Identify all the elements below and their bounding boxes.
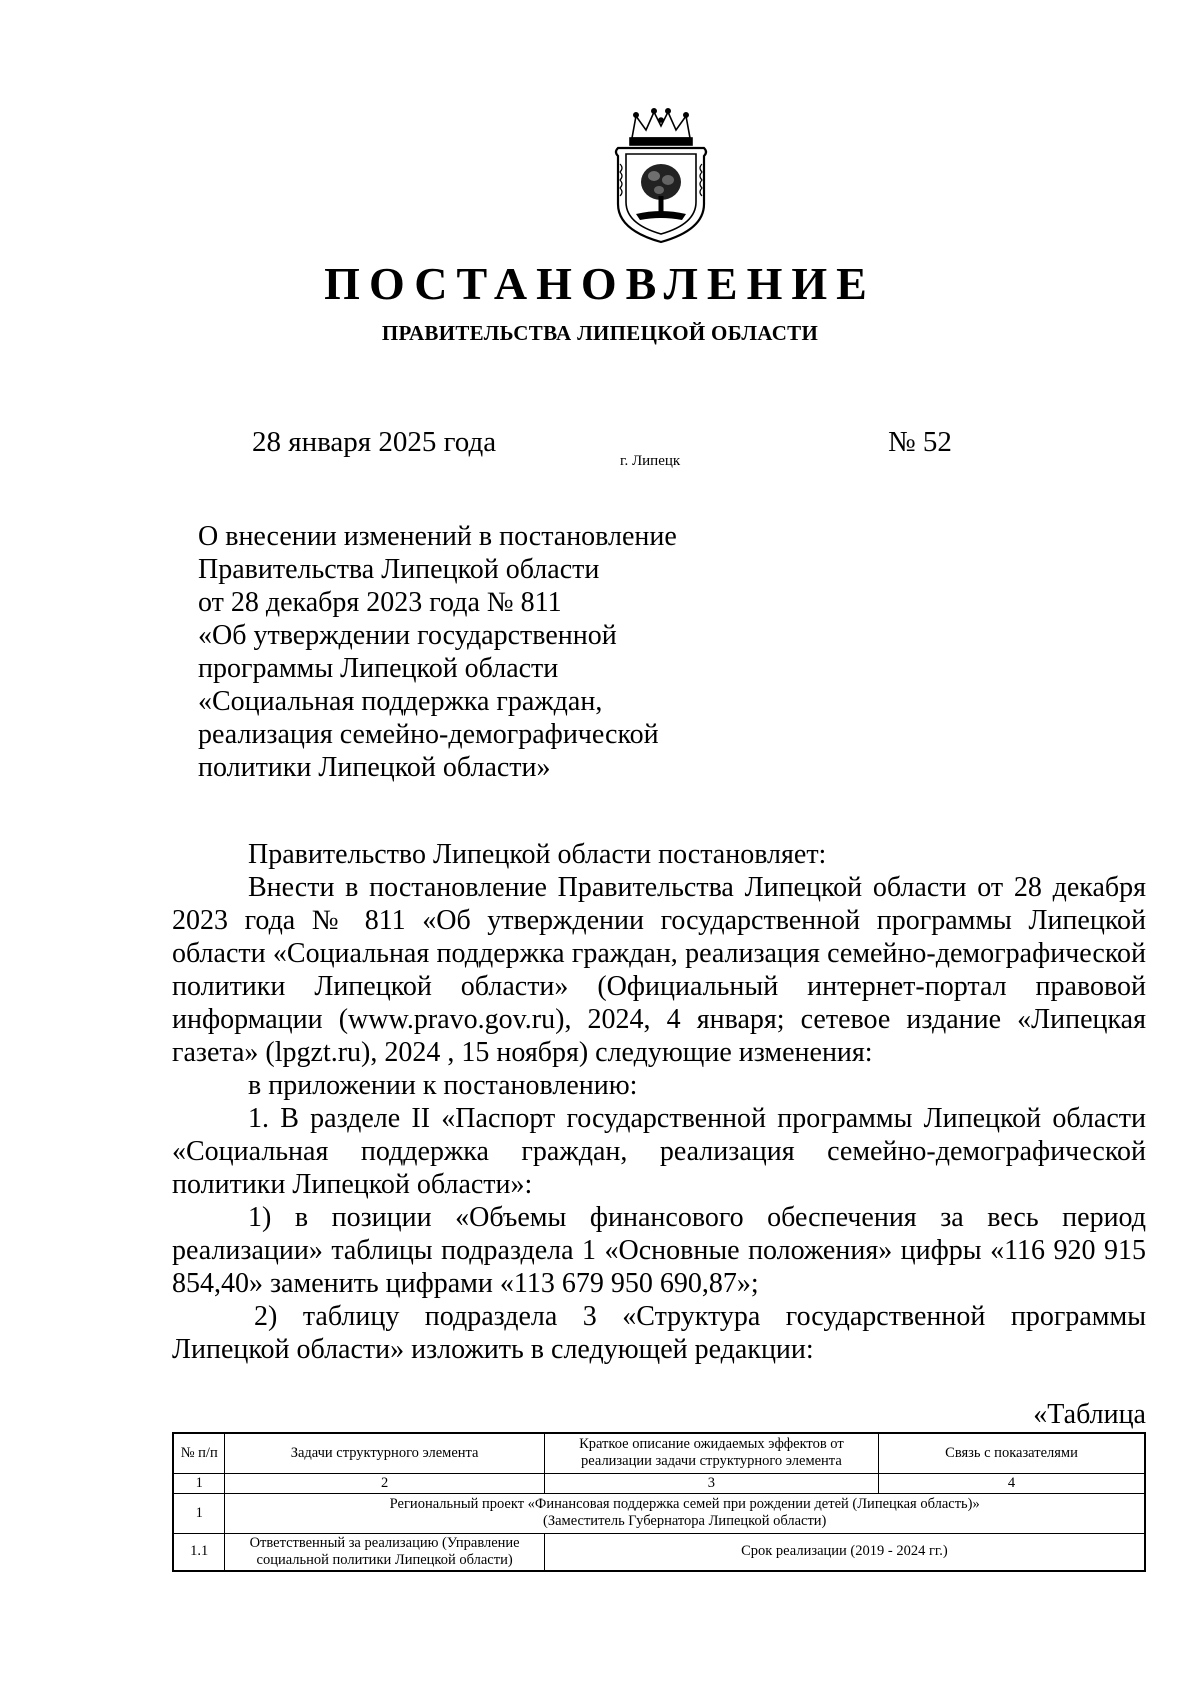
table-caption: «Таблица xyxy=(1033,1399,1146,1430)
document-city: г. Липецк xyxy=(620,453,681,469)
subject-line: политики Липецкой области» xyxy=(198,752,551,783)
table-row xyxy=(173,1533,1145,1571)
body-paragraph: 2) таблицу подраздела 3 «Структура государственной программы Липецкой области» изложить в следующей редакции: xyxy=(172,1301,1146,1365)
body-paragraph: Внести в постановление Правительства Липецкой области от 28 декабря 2023 года № 811 «Об утверждении государственной программы Липецкой области «Социальная поддержка граждан, реализация семейно-демографической политики Липецкой области» (Официальный интернет-портал правовой информации (www.pravo.gov.ru), 2024, 4 января; сетевое издание «Липецкая газета» (lpgzt.ru), 2024 , 15 ноября) следующие изменения: xyxy=(172,872,1146,1068)
coat-of-arms-icon xyxy=(612,108,710,244)
project-curator: (Заместитель Губернатора Липецкой области) xyxy=(543,1513,827,1529)
column-number: 1 xyxy=(173,1473,225,1493)
body-paragraph: в приложении к постановлению: xyxy=(248,1070,638,1101)
subject-line: О внесении изменений в постановление xyxy=(198,521,677,552)
subject-line: Правительства Липецкой области xyxy=(198,554,600,585)
header-cell: Задачи структурного элемента xyxy=(225,1433,544,1473)
subject-line: программы Липецкой области xyxy=(198,653,559,684)
table-header-row xyxy=(173,1433,1145,1473)
subject-line: от 28 декабря 2023 года № 811 xyxy=(198,587,562,618)
document-body xyxy=(172,838,1146,1366)
column-number: 4 xyxy=(879,1473,1145,1493)
responsible-cell: Ответственный за реализацию (Управление социальной политики Липецкой области) xyxy=(225,1533,544,1571)
subject-line: «Об утверждении государственной xyxy=(198,620,617,651)
subject-line: «Социальная поддержка граждан, xyxy=(198,686,603,717)
document-subject xyxy=(198,520,798,784)
column-number: 3 xyxy=(544,1473,878,1493)
column-number: 2 xyxy=(225,1473,544,1493)
decree-preamble: Правительство Липецкой области постановляет: xyxy=(248,839,827,870)
header-cell: Связь с показателями xyxy=(879,1433,1145,1473)
document-number: № 52 xyxy=(888,426,952,458)
table-numbering-row xyxy=(173,1473,1145,1493)
body-paragraph: 1) в позиции «Объемы финансового обеспечения за весь период реализации» таблицы подраздела 1 «Основные положения» цифры «116 920 915 854,40» заменить цифрами «113 679 950 690,87»; xyxy=(172,1202,1146,1299)
document-title: ПОСТАНОВЛЕНИЕ xyxy=(324,258,876,309)
project-title: Региональный проект «Финансовая поддержка семей при рождении детей (Липецкая область)» xyxy=(389,1496,980,1512)
row-number: 1.1 xyxy=(173,1533,225,1571)
body-paragraph: 1. В разделе II «Паспорт государственной программы Липецкой области «Социальная поддержка граждан, реализация семейно-демографической политики Липецкой области»: xyxy=(172,1103,1146,1200)
subject-line: реализация семейно-демографической xyxy=(198,719,659,750)
row-number: 1 xyxy=(173,1493,225,1533)
issuer-name: ПРАВИТЕЛЬСТВА ЛИПЕЦКОЙ ОБЛАСТИ xyxy=(381,321,819,345)
term-cell: Срок реализации (2019 - 2024 гг.) xyxy=(544,1533,1145,1571)
document-date: 28 января 2025 года xyxy=(252,426,497,458)
header-cell: Краткое описание ожидаемых эффектов от реализации задачи структурного элемента xyxy=(544,1433,878,1473)
table-row xyxy=(173,1493,1145,1533)
structure-table xyxy=(172,1432,1146,1572)
header-cell: № п/п xyxy=(173,1433,225,1473)
project-cell xyxy=(225,1493,1145,1533)
